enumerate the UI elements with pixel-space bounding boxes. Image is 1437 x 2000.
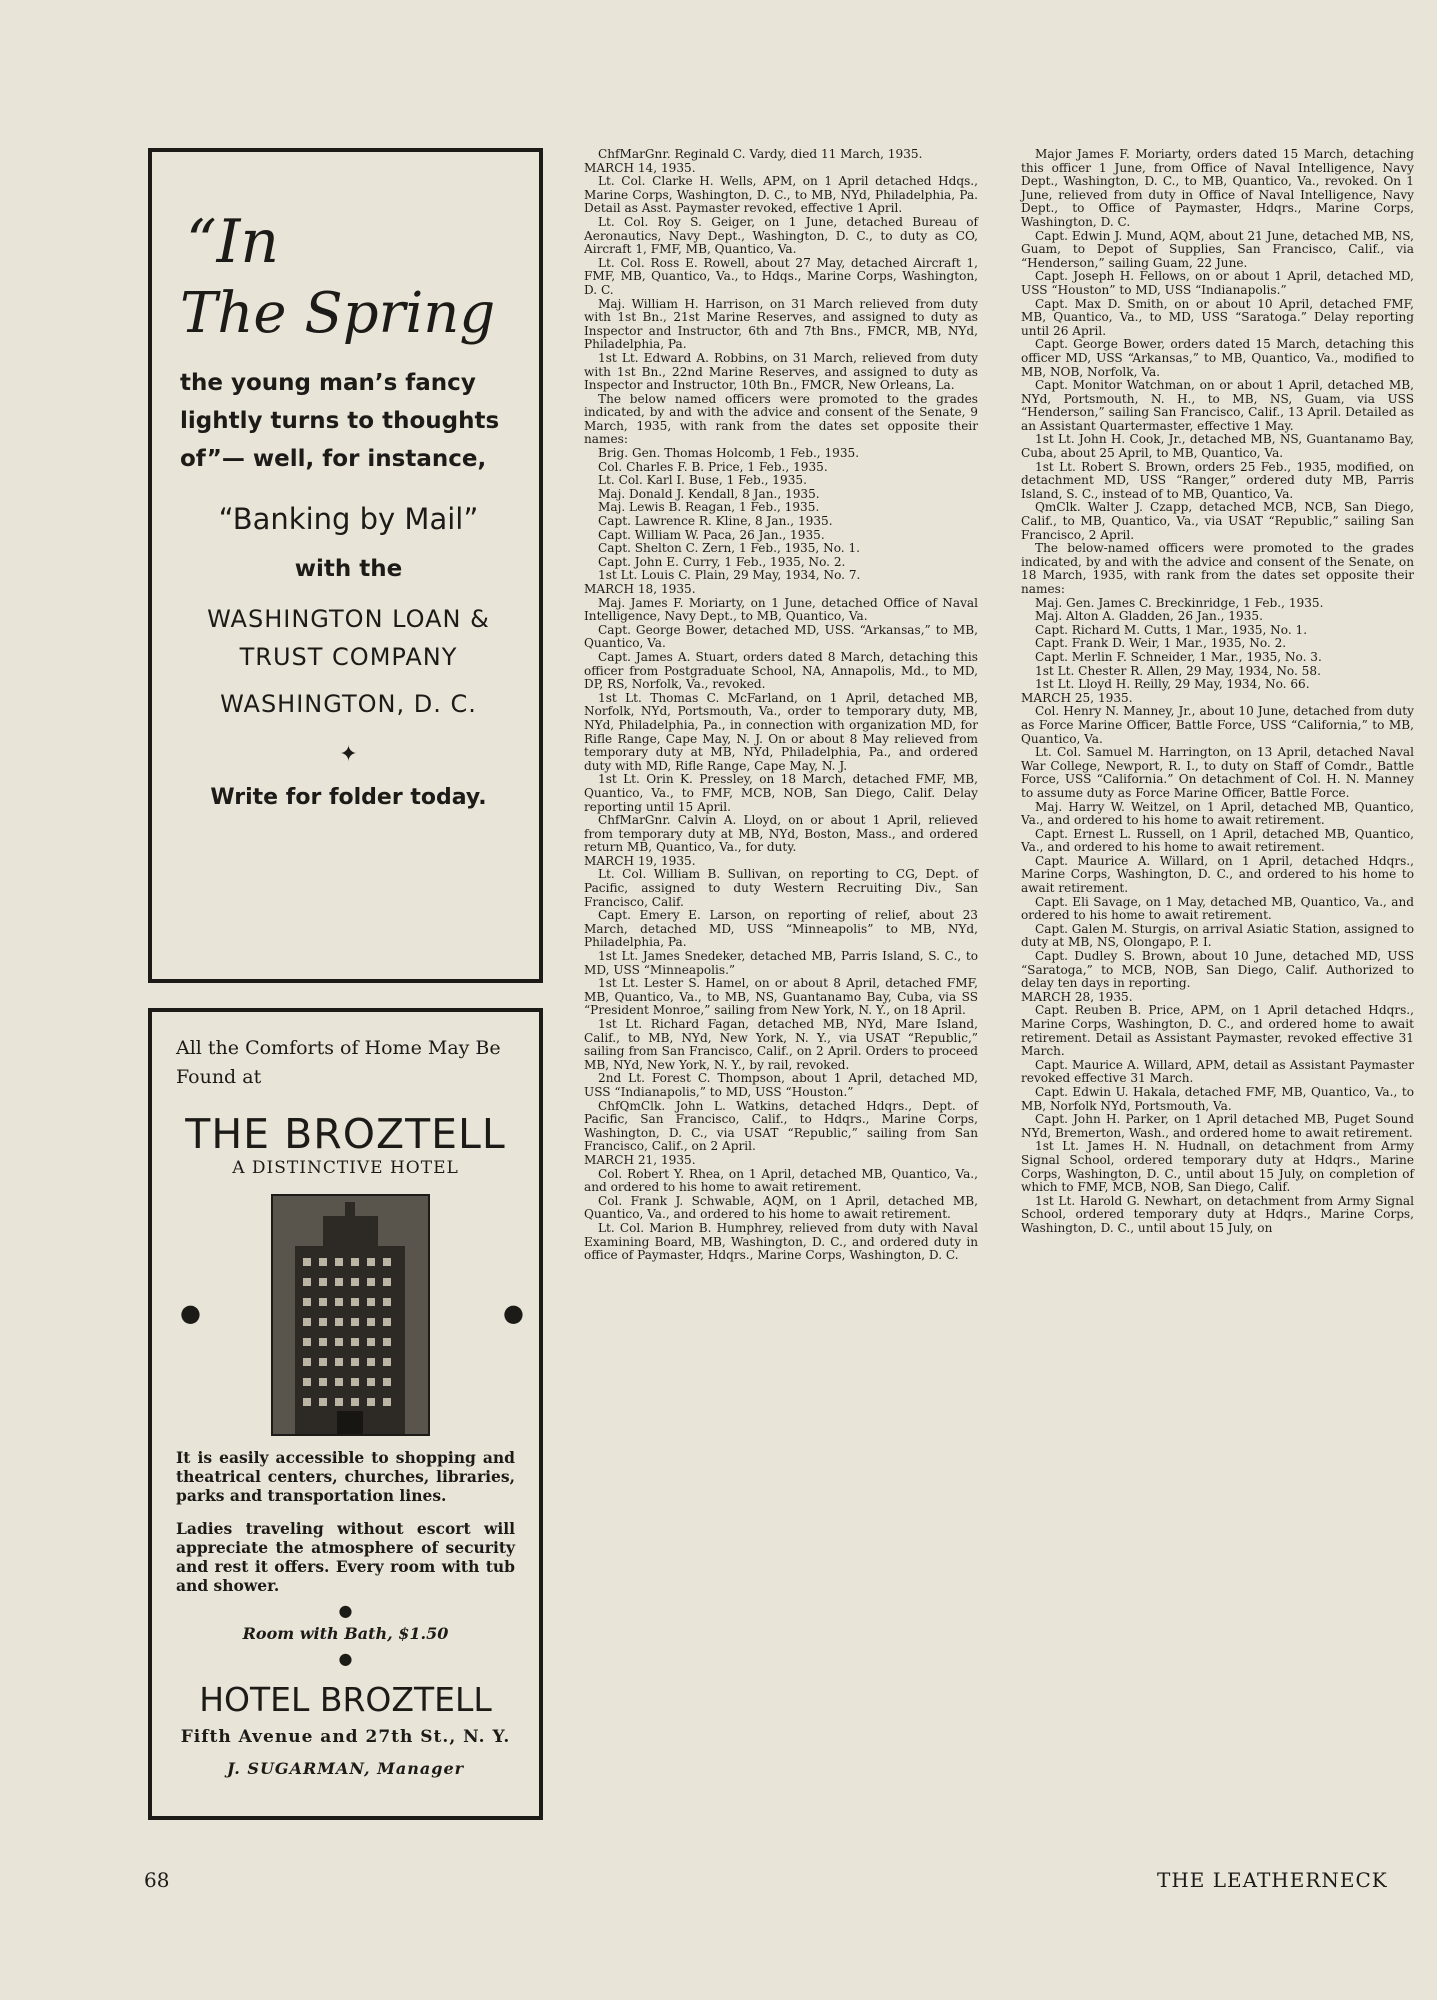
order-entry: Capt. Edwin J. Mund, AQM, about 21 June, detached MB, NS, Guam, to Depot of Supplies, San Francisco, Calif., via “Henderson,” sailing Guam, 22 June. (1021, 228, 1414, 270)
order-entry: Capt. Shelton C. Zern, 1 Feb., 1935, No. 1. (598, 541, 860, 556)
ad-script-heading-1: “In (186, 207, 280, 277)
date-heading: MARCH 19, 1935. (584, 853, 696, 868)
order-entry: Lt. Col. Karl I. Buse, 1 Feb., 1935. (598, 473, 807, 488)
order-entry: 1st Lt. Edward A. Robbins, on 31 March, relieved from duty with 1st Bn., 22nd Marine Reserves, and assigned to duty as Inspector and Instructor, 10th Bn., FMCR, New Orleans, La. (584, 350, 978, 393)
bullet-icon: ● (503, 1299, 524, 1327)
ornament-icon: ✦ (339, 742, 358, 767)
order-entry: 1st Lt. Robert S. Brown, orders 25 Feb., 1935, modified, on detachment MD, USS “Ranger,” ordered duty MB, Parris Island, S. C., instead of to MB, Quantico, Va. (1021, 459, 1414, 501)
bank-advertisement (148, 148, 543, 983)
order-entry: 1st Lt. Louis C. Plain, 29 May, 1934, No. 7. (598, 568, 861, 583)
ad-script-heading-2: The Spring (180, 281, 496, 346)
hotel-manager: J. SUGARMAN, Manager (226, 1759, 465, 1778)
order-entry: Lt. Col. Marion B. Humphrey, relieved from duty with Naval Examining Board, MB, Washington, D. C., and ordered duty in office of Paymaster, Hdqrs., Marine Corps, Washington, D. C. (584, 1220, 978, 1263)
order-entry: Capt. Richard M. Cutts, 1 Mar., 1935, No. 1. (1035, 622, 1308, 637)
order-entry: 1st Lt. Richard Fagan, detached MB, NYd, Mare Island, Calif., to MB, NYd, New York, N. Y., via USAT “Republic,” sailing from San Francisco, Calif., on 2 April. Orders to proceed MB, NYd, New York, N. Y., by rail, revoked. (584, 1017, 978, 1072)
ad-company-name (180, 600, 517, 676)
order-entry: Capt. Reuben B. Price, APM, on 1 April detached Hdqrs., Marine Corps, Washington, D. C., and ordered home to await retirement. Detail as Assistant Paymaster, revoked effective 31 March. (1021, 1003, 1414, 1059)
order-entry: Lt. Col. Ross E. Rowell, about 27 May, detached Aircraft 1, FMF, MB, Quantico, Va., to Hdqs., Marine Corps, Washington, D. C. (584, 255, 978, 297)
orders-column-2 (1021, 148, 1414, 1236)
order-entry: 1st Lt. James H. N. Hudnall, on detachment from Army Signal School, ordered temporary duty at Hdqrs., Marine Corps, Washington, D. C., until about 15 July, on completion of which to FMF, MCB, NOB, San Diego, Calif. (1021, 1139, 1414, 1195)
order-entry: Col. Henry N. Manney, Jr., about 10 June, detached from duty as Force Marine Officer, Battle Force, USS “California,” to MB, Quantico, Va. (1021, 704, 1414, 746)
order-entry: Capt. Lawrence R. Kline, 8 Jan., 1935. (598, 514, 833, 529)
order-entry: Capt. Maurice A. Willard, on 1 April, detached Hdqrs., Marine Corps, Washington, D. C., and ordered to his home to await retirement. (1021, 853, 1414, 896)
order-entry: Major James F. Moriarty, orders dated 15 March, detaching this officer 1 June, from Office of Naval Intelligence, Navy Dept., Washington, D. C., to MB, Quantico, Va., revoked. On 1 June, relieved from duty in Office of Naval Intelligence, Navy Dept., to Office of Paymaster, Hdqrs., Marine Corps, Washington, D. C. (1021, 147, 1414, 229)
order-entry: Capt. George Bower, detached MD, USS. “Arkansas,” to MB, Quantico, Va. (584, 622, 978, 651)
order-entry: Col. Robert Y. Rhea, on 1 April, detached MB, Quantico, Va., and ordered to his home to await retirement. (584, 1166, 978, 1195)
order-entry: Maj. Lewis B. Reagan, 1 Feb., 1935. (598, 500, 820, 515)
ad-with-the: with the (294, 556, 403, 582)
order-entry: Capt. John H. Parker, on 1 April detached MB, Puget Sound NYd, Bremerton, Wash., and ordered home to await retirement. (1021, 1112, 1414, 1140)
hotel-address: Fifth Avenue and 27th St., N. Y. (180, 1727, 511, 1747)
hotel-name: THE BROZTELL (185, 1110, 506, 1158)
date-heading: MARCH 18, 1935. (584, 582, 696, 596)
page-number: 68 (144, 1868, 170, 1892)
order-entry: Capt. Galen M. Sturgis, on arrival Asiatic Station, assigned to duty at MB, NS, Olongapo, P. I. (1021, 921, 1414, 950)
order-entry: 1st Lt. Lloyd H. Reilly, 29 May, 1934, No. 66. (1035, 677, 1310, 692)
order-entry: 1st Lt. Lester S. Hamel, on or about 8 April, detached FMF, MB, Quantico, Va., to MB, NS, Guantanamo Bay, Cuba, via SS “President Monroe,” sailing from New York, N. Y., on 18 April. (584, 976, 978, 1018)
order-entry: Maj. Harry W. Weitzel, on 1 April, detached MB, Quantico, Va., and ordered to his home to await retirement. (1021, 799, 1414, 828)
order-entry: Capt. Emery E. Larson, on reporting of relief, about 23 March, detached MD, USS “Minneapolis” to MB, NYd, Philadelphia, Pa. (584, 908, 978, 950)
orders-column-1 (584, 148, 978, 1263)
ad-city: WASHINGTON, D. C. (220, 690, 477, 718)
order-entry: Brig. Gen. Thomas Holcomb, 1 Feb., 1935. (598, 446, 860, 461)
order-entry: Lt. Col. Samuel M. Harrington, on 13 April, detached Naval War College, Newport, R. I., to duty on Staff of Comdr., Battle Force, USS “California.” On detachment of Col. H. N. Manney to assume duty as Force Marine Officer, Battle Force. (1021, 745, 1414, 800)
hotel-advertisement (148, 1008, 543, 1820)
bullet-icon: ● (338, 1601, 353, 1620)
order-entry: ChfMarGnr. Calvin A. Lloyd, on or about 1 April, relieved from temporary duty at MB, NYd, Boston, Mass., and ordered return MB, Quantico, Va., for duty. (584, 813, 978, 855)
hotel-title: HOTEL BROZTELL (199, 1680, 492, 1719)
hotel-room-rate: Room with Bath, $1.50 (242, 1624, 449, 1643)
order-entry: Capt. George Bower, orders dated 15 March, detaching this officer MD, USS “Arkansas,” to MB, Quantico, Va., modified to MB, NOB, Norfolk, Va. (1021, 337, 1414, 379)
order-entry: Capt. John E. Curry, 1 Feb., 1935, No. 2. (598, 554, 846, 569)
publication-name: THE LEATHERNECK (1157, 1868, 1388, 1892)
hotel-illustration (176, 1194, 524, 1434)
order-entry: Capt. Maurice A. Willard, APM, detail as Assistant Paymaster revoked effective 31 March. (1021, 1057, 1414, 1086)
order-entry: Capt. William W. Paca, 26 Jan., 1935. (598, 527, 825, 542)
order-entry: Maj. James F. Moriarty, on 1 June, detached Office of Naval Intelligence, Navy Dept., to MB, Quantico, Va. (584, 595, 978, 624)
order-entry: Capt. Max D. Smith, on or about 10 April, detached FMF, MB, Quantico, Va., to MD, USS “Saratoga.” Delay reporting until 26 April. (1021, 296, 1414, 338)
building-image (271, 1194, 430, 1436)
bullet-icon: ● (180, 1299, 201, 1327)
date-heading: MARCH 21, 1935. (584, 1152, 696, 1167)
order-entry: QmClk. Walter J. Czapp, detached MCB, NCB, San Diego, Calif., to MB, Quantico, Va., via USAT “Republic,” sailing San Francisco, 2 April. (1021, 500, 1414, 542)
date-heading: MARCH 25, 1935. (1021, 690, 1133, 705)
order-entry: Lt. Col. Clarke H. Wells, APM, on 1 April detached Hdqs., Marine Corps, Washington, D. C., to MB, NYd, Philadelphia, Pa. Detail as Asst. Paymaster revoked, effective 1 April. (584, 174, 978, 216)
order-entry: ChfQmClk. John L. Watkins, detached Hdqrs., Dept. of Pacific, San Francisco, Calif., to Hdqrs., Marine Corps, Washington, D. C., via USAT “Republic,” sailing from San Francisco, Calif., on 2 April. (584, 1098, 978, 1154)
order-entry: Maj. Alton A. Gladden, 26 Jan., 1935. (1035, 609, 1263, 624)
order-entry: Col. Frank J. Schwable, AQM, on 1 April, detached MB, Quantico, Va., and ordered to his home to await retirement. (584, 1193, 978, 1222)
order-entry: 1st Lt. John H. Cook, Jr., detached MB, NS, Guantanamo Bay, Cuba, about 25 April, to MB, Quantico, Va. (1021, 432, 1414, 461)
order-entry: Col. Charles F. B. Price, 1 Feb., 1935. (598, 459, 828, 474)
hotel-subtitle: A DISTINCTIVE HOTEL (232, 1158, 459, 1178)
order-entry: Maj. William H. Harrison, on 31 March relieved from duty with 1st Bn., 21st Marine Reserves, and assigned to duty as Inspector and Instructor, 6th and 7th Bns., FMCR, MB, NYd, Philadelphia, Pa. (584, 296, 978, 352)
order-entry: Capt. Edwin U. Hakala, detached FMF, MB, Quantico, Va., to MB, Norfolk NYd, Portsmouth, Va. (1021, 1084, 1414, 1113)
order-entry: Capt. Merlin F. Schneider, 1 Mar., 1935, No. 3. (1035, 649, 1322, 664)
ad-banking-by-mail: “Banking by Mail” (218, 502, 479, 536)
order-entry: 1st Lt. Chester R. Allen, 29 May, 1934, No. 58. (1035, 663, 1321, 678)
order-entry: Capt. Eli Savage, on 1 May, detached MB, Quantico, Va., and ordered to his home to await retirement. (1021, 894, 1414, 923)
ad-company-line-1: WASHINGTON LOAN & (207, 605, 490, 633)
hotel-security-note: Ladies traveling without escort will appreciate the atmosphere of security and rest it offers. Every room with tub and shower. (176, 1519, 515, 1595)
order-entry: Capt. Dudley S. Brown, about 10 June, detached MD, USS “Saratoga,” to MCB, NOB, San Diego, Calif. Authorized to delay ten days in reporting. (1021, 949, 1414, 991)
ad-lead-text: the young man’s fancy lightly turns to thoughts of”— well, for instance, (180, 370, 500, 472)
order-entry: Capt. James A. Stuart, orders dated 8 March, detaching this officer from Postgraduate School, NA, Annapolis, Md., to MD, DP, RS, Norfolk, Va., revoked. (584, 649, 978, 692)
order-entry: Maj. Donald J. Kendall, 8 Jan., 1935. (598, 486, 820, 501)
order-entry: 1st Lt. Orin K. Pressley, on 18 March, detached FMF, MB, Quantico, Va., to FMF, MCB, NOB, San Diego, Calif. Delay reporting until 15 April. (584, 772, 978, 814)
date-heading: MARCH 14, 1935. (584, 160, 696, 175)
ad-call-to-action: Write for folder today. (210, 785, 487, 810)
order-entry: Capt. Joseph H. Fellows, on or about 1 April, detached MD, USS “Houston” to MD, USS “Indianapolis.” (1021, 269, 1414, 297)
order-entry: Maj. Gen. James C. Breckinridge, 1 Feb., 1935. (1035, 595, 1324, 610)
order-entry: ChfMarGnr. Reginald C. Vardy, died 11 March, 1935. (598, 147, 923, 161)
order-entry: The below-named officers were promoted to the grades indicated, by and with the advice and consent of the Senate, on 18 March, 1935, with rank from the dates set opposite their names: (1021, 541, 1414, 596)
order-entry: Capt. Monitor Watchman, on or about 1 April, detached MB, NYd, Portsmouth, N. H., to MB, NS, Guam, via USS “Henderson,” sailing San Francisco, Calif., 13 April. Detailed as an Assistant Quartermaster, effective 1 May. (1021, 378, 1414, 433)
order-entry: 1st Lt. James Snedeker, detached MB, Parris Island, S. C., to MD, USS “Minneapolis.” (584, 949, 978, 977)
bullet-icon: ● (338, 1649, 353, 1668)
hotel-intro: All the Comforts of Home May Be Found at (176, 1037, 501, 1088)
order-entry: Lt. Col. Roy S. Geiger, on 1 June, detached Bureau of Aeronautics, Navy Dept., Washington, D. C., to duty as CO, Aircraft 1, FMF, MB, Quantico, Va. (584, 214, 978, 257)
order-entry: 1st Lt. Thomas C. McFarland, on 1 April, detached MB, Norfolk, NYd, Portsmouth, Va., order to temporary duty, MB, NYd, Philadelphia, Pa., in connection with organization MD, for Rifle Range, Cape May, N. J. On or about 8 May relieved from temporary duty at MB, NYd, Philadelphia, Pa., and ordered duty with MD, Rifle Range, Cape May, N. J. (584, 690, 978, 773)
order-entry: Capt. Frank D. Weir, 1 Mar., 1935, No. 2. (1035, 636, 1287, 651)
order-entry: Capt. Ernest L. Russell, on 1 April, detached MB, Quantico, Va., and ordered to his home to await retirement. (1021, 826, 1414, 855)
order-entry: 1st Lt. Harold G. Newhart, on detachment from Army Signal School, ordered temporary duty at Hdqrs., Marine Corps, Washington, D. C., until about 15 July, on (1021, 1193, 1414, 1235)
order-entry: The below named officers were promoted to the grades indicated, by and with the advice and consent of the Senate, 9 March, 1935, with rank from the dates set opposite their names: (584, 391, 978, 447)
order-entry: 2nd Lt. Forest C. Thompson, about 1 April, detached MD, USS “Indianapolis,” to MD, USS “Houston.” (584, 1071, 978, 1099)
order-entry: Lt. Col. William B. Sullivan, on reporting to CG, Dept. of Pacific, assigned to duty Western Recruiting Div., San Francisco, Calif. (584, 867, 978, 909)
ad-company-line-2: TRUST COMPANY (239, 643, 458, 671)
date-heading: MARCH 28, 1935. (1021, 989, 1133, 1004)
hotel-description: It is easily accessible to shopping and theatrical centers, churches, libraries, parks and transportation lines. (176, 1448, 515, 1505)
